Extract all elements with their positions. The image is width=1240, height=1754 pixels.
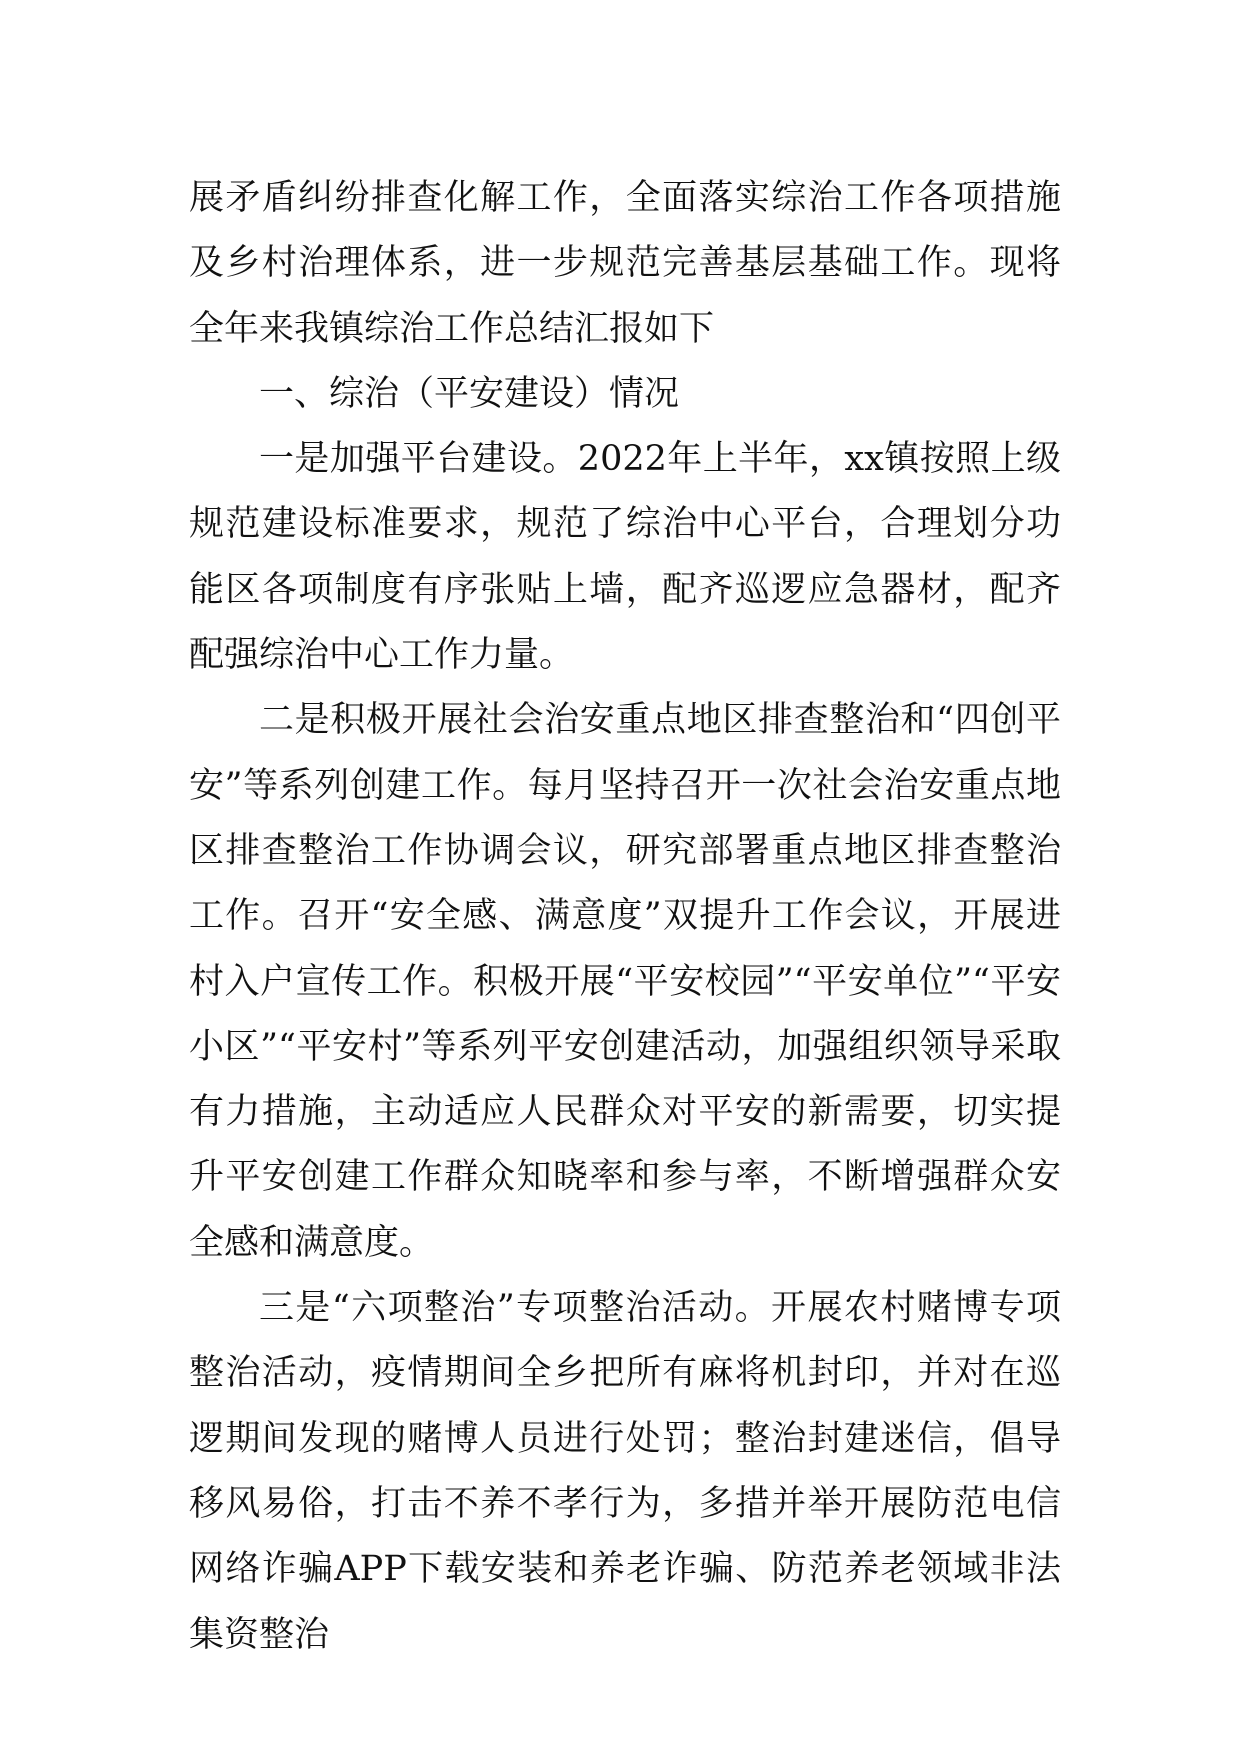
paragraph-safety-campaigns: 二是积极开展社会治安重点地区排查整治和“四创平安”等系列创建工作。每月坚持召开一次社会治安重点地区排查整治工作协调会议，研究部署重点地区排查整治工作。召开“安全感、满意度”双提升工作会议，开展进村入户宣传工作。积极开展“平安校园”“平安单位”“平安小区”“平安村”等系列平安创建活动，加强组织领导采取有力措施，主动适应人民群众对平安的新需要，切实提升平安创建工作群众知晓率和参与率，不断增强群众安全感和满意度。 [189,700,1061,1263]
paragraph-platform-building: 一是加强平台建设。2022年上半年，xx镇按照上级规范建设标准要求，规范了综治中心平台，合理划分功能区各项制度有序张贴上墙，配齐巡逻应急器材，配齐配强综治中心工作力量。 [189,439,1061,676]
paragraph-six-rectifications: 三是“六项整治”专项整治活动。开展农村赌博专项整治活动，疫情期间全乡把所有麻将机封印，并对在巡逻期间发现的赌博人员进行处罚；整治封建迷信，倡导移风易俗，打击不养不孝行为，多措并举开展防范电信网络诈骗APP下载安装和养老诈骗、防范养老领域非法集资整治 [189,1288,1061,1655]
section-heading-1: 一、综治（平安建设）情况 [259,373,680,414]
document-body [189,166,1061,1668]
paragraph-intro-continuation: 展矛盾纠纷排查化解工作，全面落实综治工作各项措施及乡村治理体系，进一步规范完善基层基础工作。现将全年来我镇综治工作总结汇报如下 [189,178,1061,349]
